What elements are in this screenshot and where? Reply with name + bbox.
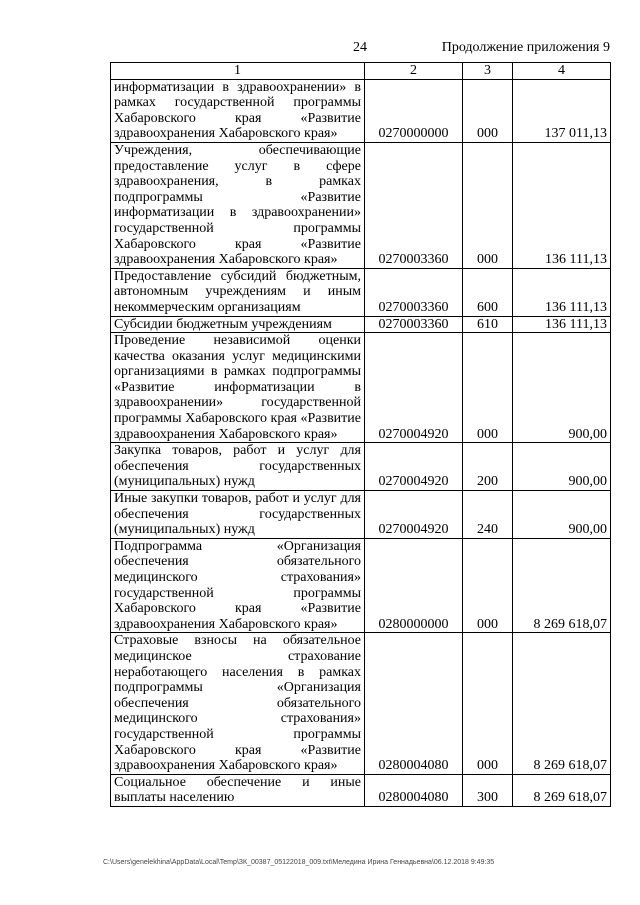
- table-row: [111, 491, 611, 539]
- column-header: 1: [111, 63, 365, 80]
- row-type: 000: [463, 333, 513, 443]
- row-description: Страховые взносы на обязательное медицинское страхование неработающего населения в рамках подпрограммы «Организация обеспечения обязательного медицинского страхования» государственной программы Хабаровского края «Развитие здравоохранения Хабаровского края»: [111, 633, 365, 774]
- table-row: [111, 443, 611, 491]
- row-sum: 137 011,13: [513, 79, 611, 142]
- row-sum: 8 269 618,07: [513, 633, 611, 774]
- row-type: 600: [463, 268, 513, 316]
- column-header: 3: [463, 63, 513, 80]
- row-code: 0270003360: [365, 142, 463, 268]
- row-code: 0270000000: [365, 79, 463, 142]
- row-sum: 900,00: [513, 333, 611, 443]
- table-row: [111, 633, 611, 774]
- file-path-footer: C:\Users\genelekhina\AppData\Local\Temp\ЗК_00387_05122018_009.txt\Меледина Ирина Геннадьевна\06.12.2018 9:49:35: [103, 859, 495, 866]
- row-description: Социальное обеспечение и иные выплаты населению: [111, 774, 365, 806]
- row-type: 610: [463, 316, 513, 333]
- table-header-row: [111, 63, 611, 80]
- row-type: 200: [463, 443, 513, 491]
- row-code: 0280004080: [365, 633, 463, 774]
- table-row: [111, 333, 611, 443]
- row-description: Проведение независимой оценки качества оказания услуг медицинскими организациями в рамках подпрограммы «Развитие информатизации в здравоохранении» государственной программы Хабаровского края «Развитие здравоохранения Хабаровского края»: [111, 333, 365, 443]
- row-type: 000: [463, 79, 513, 142]
- row-type: 000: [463, 142, 513, 268]
- row-code: 0270004920: [365, 333, 463, 443]
- row-sum: 8 269 618,07: [513, 774, 611, 806]
- budget-table: [110, 62, 611, 807]
- row-description: Закупка товаров, работ и услуг для обеспечения государственных (муниципальных) нужд: [111, 443, 365, 491]
- row-sum: 136 111,13: [513, 142, 611, 268]
- table-row: [111, 538, 611, 633]
- column-header: 4: [513, 63, 611, 80]
- row-code: 0270004920: [365, 443, 463, 491]
- row-code: 0270003360: [365, 268, 463, 316]
- table-row: [111, 774, 611, 806]
- row-description: Предоставление субсидий бюджетным, автономным учреждениям и иным некоммерческим организациям: [111, 268, 365, 316]
- row-description: Субсидии бюджетным учреждениям: [111, 316, 365, 333]
- row-description: Иные закупки товаров, работ и услуг для обеспечения государственных (муниципальных) нужд: [111, 491, 365, 539]
- row-sum: 8 269 618,07: [513, 538, 611, 633]
- row-type: 300: [463, 774, 513, 806]
- row-sum: 900,00: [513, 443, 611, 491]
- row-sum: 136 111,13: [513, 316, 611, 333]
- row-code: 0280000000: [365, 538, 463, 633]
- row-sum: 900,00: [513, 491, 611, 539]
- row-sum: 136 111,13: [513, 268, 611, 316]
- row-code: 0270003360: [365, 316, 463, 333]
- row-code: 0270004920: [365, 491, 463, 539]
- row-type: 000: [463, 538, 513, 633]
- table-row: [111, 268, 611, 316]
- row-type: 240: [463, 491, 513, 539]
- row-code: 0280004080: [365, 774, 463, 806]
- table-row: [111, 142, 611, 268]
- page-number: 24: [353, 40, 367, 55]
- table-row: [111, 316, 611, 333]
- table-row: [111, 79, 611, 142]
- column-header: 2: [365, 63, 463, 80]
- continuation-label: Продолжение приложения 9: [441, 40, 610, 55]
- row-description: информатизации в здравоохранении» в рамках государственной программы Хабаровского края «Развитие здравоохранения Хабаровского края»: [111, 79, 365, 142]
- row-type: 000: [463, 633, 513, 774]
- row-description: Учреждения, обеспечивающие предоставление услуг в сфере здравоохранения, в рамках подпрограммы «Развитие информатизации в здравоохранении» государственной программы Хабаровского края «Развитие здравоохранения Хабаровского края»: [111, 142, 365, 268]
- row-description: Подпрограмма «Организация обеспечения обязательного медицинского страхования» государственной программы Хабаровского края «Развитие здравоохранения Хабаровского края»: [111, 538, 365, 633]
